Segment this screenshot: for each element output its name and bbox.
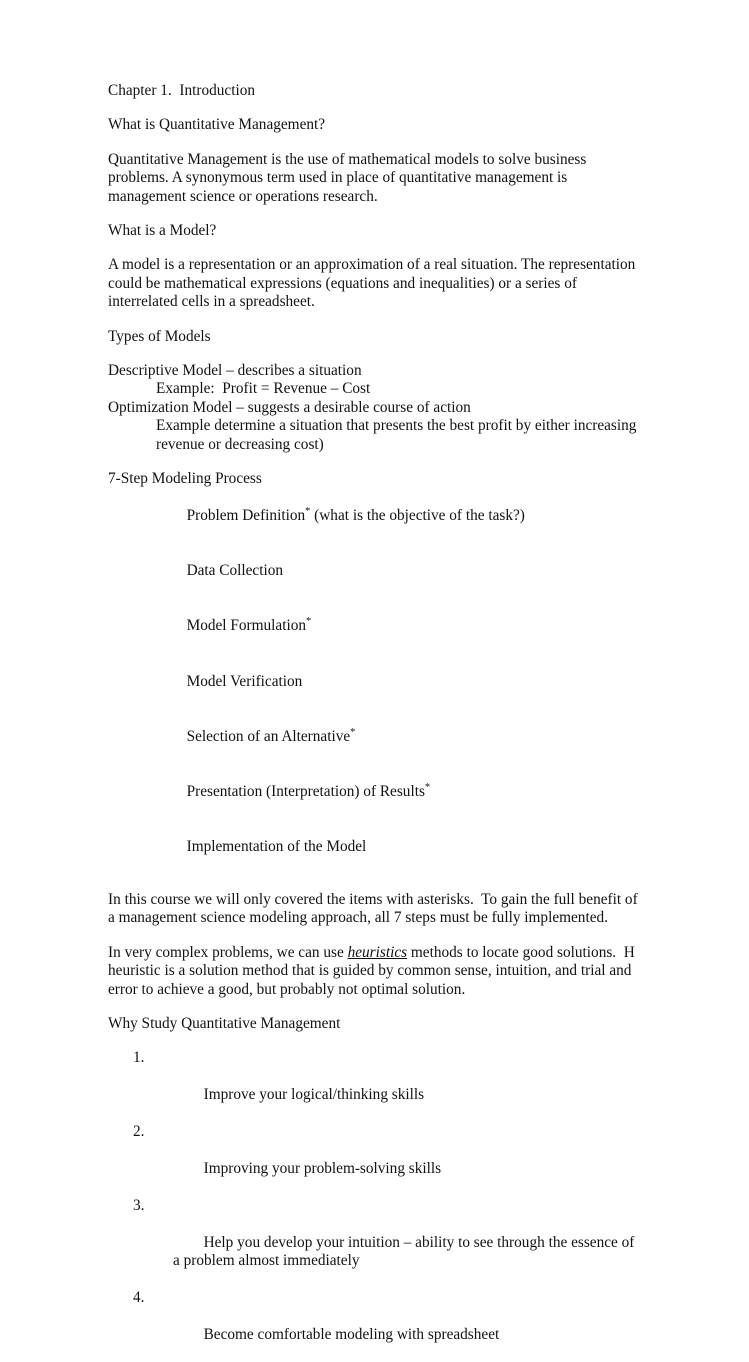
seven-step-modeling-process <box>108 470 640 875</box>
descriptive-model-line: Descriptive Model – describes a situation <box>108 362 362 380</box>
modeling-step <box>108 820 640 875</box>
list-item-text: Become comfortable modeling with spreadsheet <box>203 1325 500 1343</box>
asterisk-marker: * <box>350 726 356 738</box>
document-body <box>108 82 640 1362</box>
section-heading-types-of-models: Types of Models <box>108 327 211 345</box>
section-heading-why-study: Why Study Quantitative Management <box>108 1015 341 1033</box>
descriptive-model-example: Example: Profit = Revenue – Cost <box>156 380 371 398</box>
list-item <box>108 1197 640 1289</box>
section-heading-what-is-a-model: What is a Model? <box>108 222 217 240</box>
heuristics-emphasis: heuristics <box>347 943 408 961</box>
modeling-step <box>108 599 640 654</box>
paragraph-asterisk-note: In this course we will only covered the items with asterisks. To gain the full benefit of a management science modeling approach, all 7 steps must be fully implemented. <box>108 891 642 927</box>
modeling-step-label: Problem Definition <box>186 506 306 524</box>
heuristics-note-prefix: In very complex problems, we can use <box>108 943 348 961</box>
paragraph-heuristics-note <box>108 944 640 999</box>
optimization-model-example-line-2: revenue or decreasing cost) <box>156 435 324 453</box>
modeling-step <box>108 765 640 820</box>
modeling-step-label: Selection of an Alternative <box>186 727 351 745</box>
modeling-process-heading: 7-Step Modeling Process <box>108 470 262 488</box>
paragraph-quantitative-management-definition: Quantitative Management is the use of mathematical models to solve business problems. A synonymous term used in place of quantitative management is management science or operations research. <box>108 150 591 205</box>
list-item <box>108 1049 640 1123</box>
asterisk-marker: * <box>424 781 431 793</box>
optimization-model-example-line-1: Example determine a situation that presents the best profit by either increasing <box>156 417 637 435</box>
list-item-number: 4. <box>133 1288 145 1306</box>
list-item-text: Help you develop your intuition – ability to see through the essence of a problem almost immediately <box>173 1233 639 1269</box>
modeling-step-label: Presentation (Interpretation) of Results <box>186 783 425 800</box>
list-item-number: 3. <box>133 1196 145 1214</box>
modeling-step <box>108 709 640 764</box>
why-study-list <box>108 1049 640 1362</box>
types-of-models-list <box>108 362 640 454</box>
modeling-step-suffix: (what is the objective of the task?) <box>310 506 525 524</box>
section-heading-what-is-quantitative-management: What is Quantitative Management? <box>108 116 326 134</box>
modeling-step-label: Implementation of the Model <box>186 838 367 856</box>
list-item-number: 1. <box>133 1049 145 1067</box>
list-item <box>108 1123 640 1197</box>
list-item-text: Improving your problem-solving skills <box>203 1159 442 1177</box>
modeling-step-label: Data Collection <box>186 562 284 580</box>
list-item-number: 2. <box>133 1123 145 1141</box>
modeling-step <box>108 489 640 544</box>
modeling-step-label: Model Verification <box>186 672 303 690</box>
paragraph-model-definition: A model is a representation or an approximation of a real situation. The representation could be mathematical expressions (equations and inequalities) or a series of interrelated cells in a spreadsheet. <box>108 256 640 311</box>
asterisk-marker: * <box>306 616 312 628</box>
heuristics-note-suffix: methods to locate good solutions. H heuristic is a solution method that is guided by common sense, intuition, and trial and error to achieve a good, but probably not optimal solution. <box>108 943 639 998</box>
optimization-model-line: Optimization Model – suggests a desirable course of action <box>108 398 471 416</box>
modeling-step <box>108 544 640 599</box>
list-item <box>108 1289 640 1362</box>
modeling-step <box>108 654 640 709</box>
chapter-heading: Chapter 1. Introduction <box>108 82 255 99</box>
list-item-text: Improve your logical/thinking skills <box>203 1086 425 1104</box>
asterisk-marker: * <box>305 505 311 517</box>
modeling-step-label: Model Formulation <box>186 617 306 635</box>
